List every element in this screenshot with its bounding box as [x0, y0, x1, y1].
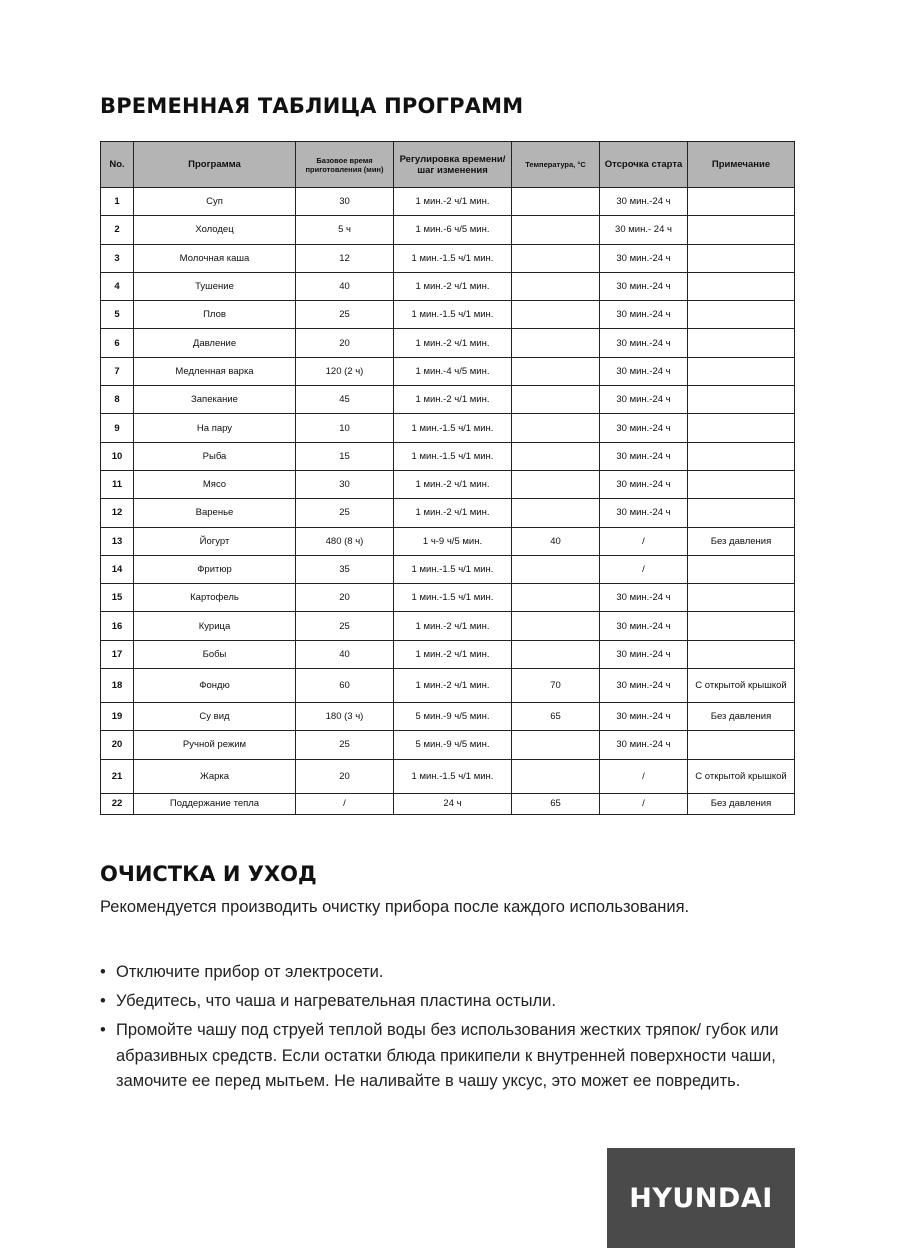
- cell-base-time: 60: [296, 669, 394, 703]
- cell-note: [688, 272, 795, 300]
- cell-adjust: 1 мин.-2 ч/1 мин.: [394, 499, 512, 527]
- cell-adjust: 1 мин.-2 ч/1 мин.: [394, 329, 512, 357]
- cell-adjust: 1 мин.-2 ч/1 мин.: [394, 640, 512, 668]
- cell-delay: 30 мин.-24 ч: [600, 640, 688, 668]
- cell-temp: [512, 731, 600, 759]
- cell-temp: [512, 759, 600, 793]
- cell-temp: [512, 584, 600, 612]
- table-row: [101, 555, 795, 583]
- cell-base-time: /: [296, 793, 394, 814]
- cell-note: [688, 640, 795, 668]
- cell-adjust: 1 мин.-1.5 ч/1 мин.: [394, 584, 512, 612]
- header-temp: Температура, °С: [512, 142, 600, 188]
- cell-delay: 30 мин.-24 ч: [600, 329, 688, 357]
- cell-note: [688, 584, 795, 612]
- cell-program: Фритюр: [134, 555, 296, 583]
- cell-program: Молочная каша: [134, 244, 296, 272]
- cell-program: Картофель: [134, 584, 296, 612]
- cell-program: Ручной режим: [134, 731, 296, 759]
- table-row: [101, 612, 795, 640]
- cell-base-time: 20: [296, 759, 394, 793]
- cell-adjust: 1 мин.-1.5 ч/1 мин.: [394, 555, 512, 583]
- cell-no: 22: [101, 793, 134, 814]
- cell-base-time: 30: [296, 188, 394, 216]
- list-item-text: Промойте чашу под струей теплой воды без использования жестких тряпок/ губок или абразивных средств. Если остатки блюда прикипели к внутренней поверхности чаши, замочите ее перед мытьем. Не наливайте в чашу уксус, это может ее повредить.: [116, 1021, 779, 1090]
- cell-delay: 30 мин.-24 ч: [600, 414, 688, 442]
- cell-base-time: 30: [296, 470, 394, 498]
- cell-base-time: 5 ч: [296, 216, 394, 244]
- cell-base-time: 25: [296, 731, 394, 759]
- cell-no: 5: [101, 301, 134, 329]
- table-header-row: [101, 142, 795, 188]
- table-body: [101, 188, 795, 815]
- header-adjust: Регулировка времени/шаг изменения: [394, 142, 512, 188]
- cell-delay: /: [600, 555, 688, 583]
- cell-delay: 30 мин.-24 ч: [600, 357, 688, 385]
- table-row: [101, 793, 795, 814]
- cell-delay: 30 мин.-24 ч: [600, 612, 688, 640]
- cell-no: 2: [101, 216, 134, 244]
- list-item: [100, 1018, 790, 1095]
- cell-base-time: 20: [296, 329, 394, 357]
- table-row: [101, 244, 795, 272]
- table-row: [101, 272, 795, 300]
- cell-base-time: 20: [296, 584, 394, 612]
- page-title: ВРЕМЕННАЯ ТАБЛИЦА ПРОГРАММ: [100, 94, 524, 118]
- table-row: [101, 301, 795, 329]
- cell-temp: [512, 442, 600, 470]
- brand-logo: HYUNDAI: [607, 1148, 795, 1248]
- cell-program: Суп: [134, 188, 296, 216]
- cell-program: Курица: [134, 612, 296, 640]
- cell-note: [688, 442, 795, 470]
- cell-program: Варенье: [134, 499, 296, 527]
- cell-temp: 70: [512, 669, 600, 703]
- header-delay: Отсрочка старта: [600, 142, 688, 188]
- header-base-time: Базовое время приготовления (мин): [296, 142, 394, 188]
- header-program: Программа: [134, 142, 296, 188]
- cell-temp: [512, 216, 600, 244]
- cell-no: 10: [101, 442, 134, 470]
- cell-adjust: 1 мин.-6 ч/5 мин.: [394, 216, 512, 244]
- table-row: [101, 527, 795, 555]
- cell-no: 7: [101, 357, 134, 385]
- cell-temp: [512, 470, 600, 498]
- cell-no: 21: [101, 759, 134, 793]
- cell-no: 3: [101, 244, 134, 272]
- cell-adjust: 1 мин.-2 ч/1 мин.: [394, 470, 512, 498]
- cell-no: 17: [101, 640, 134, 668]
- cell-note: Без давления: [688, 527, 795, 555]
- section-title-cleaning: ОЧИСТКА И УХОД: [100, 862, 317, 886]
- cell-note: [688, 386, 795, 414]
- cell-delay: 30 мин.-24 ч: [600, 703, 688, 731]
- cell-note: [688, 470, 795, 498]
- cell-delay: /: [600, 527, 688, 555]
- cell-adjust: 5 мин.-9 ч/5 мин.: [394, 731, 512, 759]
- cell-adjust: 5 мин.-9 ч/5 мин.: [394, 703, 512, 731]
- cell-no: 12: [101, 499, 134, 527]
- cell-adjust: 1 мин.-1.5 ч/1 мин.: [394, 442, 512, 470]
- cell-program: Давление: [134, 329, 296, 357]
- cell-no: 14: [101, 555, 134, 583]
- table-row: [101, 216, 795, 244]
- cell-adjust: 1 мин.-1.5 ч/1 мин.: [394, 301, 512, 329]
- cell-program: Запекание: [134, 386, 296, 414]
- cell-program: Плов: [134, 301, 296, 329]
- cell-base-time: 25: [296, 301, 394, 329]
- cell-base-time: 180 (3 ч): [296, 703, 394, 731]
- cell-base-time: 480 (8 ч): [296, 527, 394, 555]
- cell-base-time: 12: [296, 244, 394, 272]
- cell-program: На пару: [134, 414, 296, 442]
- cell-temp: [512, 499, 600, 527]
- cell-note: Без давления: [688, 793, 795, 814]
- cell-temp: 65: [512, 703, 600, 731]
- cell-no: 20: [101, 731, 134, 759]
- cell-temp: [512, 612, 600, 640]
- list-item: [100, 989, 790, 1015]
- header-no: No.: [101, 142, 134, 188]
- header-note: Примечание: [688, 142, 795, 188]
- table-row: [101, 584, 795, 612]
- cell-adjust: 1 мин.-1.5 ч/1 мин.: [394, 414, 512, 442]
- cell-program: Жарка: [134, 759, 296, 793]
- cell-delay: 30 мин.-24 ч: [600, 301, 688, 329]
- cell-temp: [512, 188, 600, 216]
- programs-table: [100, 141, 795, 815]
- bullet-icon: •: [100, 1021, 106, 1039]
- cell-delay: 30 мин.-24 ч: [600, 188, 688, 216]
- cell-delay: /: [600, 793, 688, 814]
- cell-note: [688, 414, 795, 442]
- cell-temp: [512, 640, 600, 668]
- cell-temp: [512, 272, 600, 300]
- cleaning-intro: Рекомендуется производить очистку прибора после каждого использования.: [100, 898, 690, 916]
- cell-program: Медленная варка: [134, 357, 296, 385]
- cell-temp: [512, 329, 600, 357]
- cell-delay: 30 мин.-24 ч: [600, 442, 688, 470]
- cell-note: [688, 499, 795, 527]
- table-row: [101, 759, 795, 793]
- cell-no: 6: [101, 329, 134, 357]
- cell-temp: [512, 414, 600, 442]
- cell-adjust: 24 ч: [394, 793, 512, 814]
- table-row: [101, 669, 795, 703]
- cell-base-time: 10: [296, 414, 394, 442]
- cell-temp: [512, 357, 600, 385]
- cell-note: [688, 612, 795, 640]
- cell-adjust: 1 мин.-1.5 ч/1 мин.: [394, 759, 512, 793]
- table-row: [101, 188, 795, 216]
- cell-temp: [512, 386, 600, 414]
- table-row: [101, 329, 795, 357]
- cell-base-time: 35: [296, 555, 394, 583]
- list-item-text: Отключите прибор от электросети.: [116, 963, 384, 981]
- cell-temp: [512, 244, 600, 272]
- cell-program: Мясо: [134, 470, 296, 498]
- cell-program: Тушение: [134, 272, 296, 300]
- cell-temp: 40: [512, 527, 600, 555]
- cell-note: [688, 244, 795, 272]
- cell-no: 19: [101, 703, 134, 731]
- bullet-icon: •: [100, 992, 106, 1010]
- cell-note: [688, 357, 795, 385]
- cell-delay: /: [600, 759, 688, 793]
- cell-base-time: 15: [296, 442, 394, 470]
- cell-adjust: 1 мин.-2 ч/1 мин.: [394, 612, 512, 640]
- cell-no: 8: [101, 386, 134, 414]
- cell-base-time: 45: [296, 386, 394, 414]
- cell-base-time: 40: [296, 640, 394, 668]
- cell-delay: 30 мин.-24 ч: [600, 731, 688, 759]
- table-row: [101, 357, 795, 385]
- cell-temp: [512, 555, 600, 583]
- cell-note: [688, 731, 795, 759]
- cell-adjust: 1 мин.-2 ч/1 мин.: [394, 188, 512, 216]
- table-row: [101, 442, 795, 470]
- cell-note: [688, 301, 795, 329]
- cell-delay: 30 мин.-24 ч: [600, 386, 688, 414]
- cell-base-time: 120 (2 ч): [296, 357, 394, 385]
- table-row: [101, 731, 795, 759]
- cell-program: Фондю: [134, 669, 296, 703]
- cell-note: [688, 555, 795, 583]
- cell-program: Су вид: [134, 703, 296, 731]
- list-item: [100, 960, 790, 986]
- cell-base-time: 40: [296, 272, 394, 300]
- cell-note: [688, 329, 795, 357]
- cell-no: 18: [101, 669, 134, 703]
- table-row: [101, 703, 795, 731]
- cell-program: Йогурт: [134, 527, 296, 555]
- cell-program: Рыба: [134, 442, 296, 470]
- cell-base-time: 25: [296, 499, 394, 527]
- cell-adjust: 1 мин.-2 ч/1 мин.: [394, 386, 512, 414]
- cell-note: С открытой крышкой: [688, 759, 795, 793]
- cell-program: Бобы: [134, 640, 296, 668]
- cell-no: 15: [101, 584, 134, 612]
- cell-note: С открытой крышкой: [688, 669, 795, 703]
- cell-program: Холодец: [134, 216, 296, 244]
- cell-temp: 65: [512, 793, 600, 814]
- table-row: [101, 386, 795, 414]
- cell-delay: 30 мин.-24 ч: [600, 669, 688, 703]
- cell-adjust: 1 ч-9 ч/5 мин.: [394, 527, 512, 555]
- cell-note: Без давления: [688, 703, 795, 731]
- cell-no: 4: [101, 272, 134, 300]
- cell-adjust: 1 мин.-4 ч/5 мин.: [394, 357, 512, 385]
- cell-no: 9: [101, 414, 134, 442]
- cell-no: 16: [101, 612, 134, 640]
- table-row: [101, 499, 795, 527]
- cell-delay: 30 мин.- 24 ч: [600, 216, 688, 244]
- table-row: [101, 640, 795, 668]
- list-item-text: Убедитесь, что чаша и нагревательная пластина остыли.: [116, 992, 556, 1010]
- cleaning-list: [100, 960, 790, 1098]
- cell-note: [688, 188, 795, 216]
- cell-base-time: 25: [296, 612, 394, 640]
- cell-adjust: 1 мин.-2 ч/1 мин.: [394, 272, 512, 300]
- cell-temp: [512, 301, 600, 329]
- cell-delay: 30 мин.-24 ч: [600, 470, 688, 498]
- cell-no: 1: [101, 188, 134, 216]
- cell-delay: 30 мин.-24 ч: [600, 272, 688, 300]
- cell-adjust: 1 мин.-2 ч/1 мин.: [394, 669, 512, 703]
- table-row: [101, 414, 795, 442]
- bullet-icon: •: [100, 963, 106, 981]
- cell-adjust: 1 мин.-1.5 ч/1 мин.: [394, 244, 512, 272]
- table-row: [101, 470, 795, 498]
- cell-delay: 30 мин.-24 ч: [600, 499, 688, 527]
- cell-note: [688, 216, 795, 244]
- cell-delay: 30 мин.-24 ч: [600, 244, 688, 272]
- cell-program: Поддержание тепла: [134, 793, 296, 814]
- cell-no: 13: [101, 527, 134, 555]
- cell-delay: 30 мин.-24 ч: [600, 584, 688, 612]
- cell-no: 11: [101, 470, 134, 498]
